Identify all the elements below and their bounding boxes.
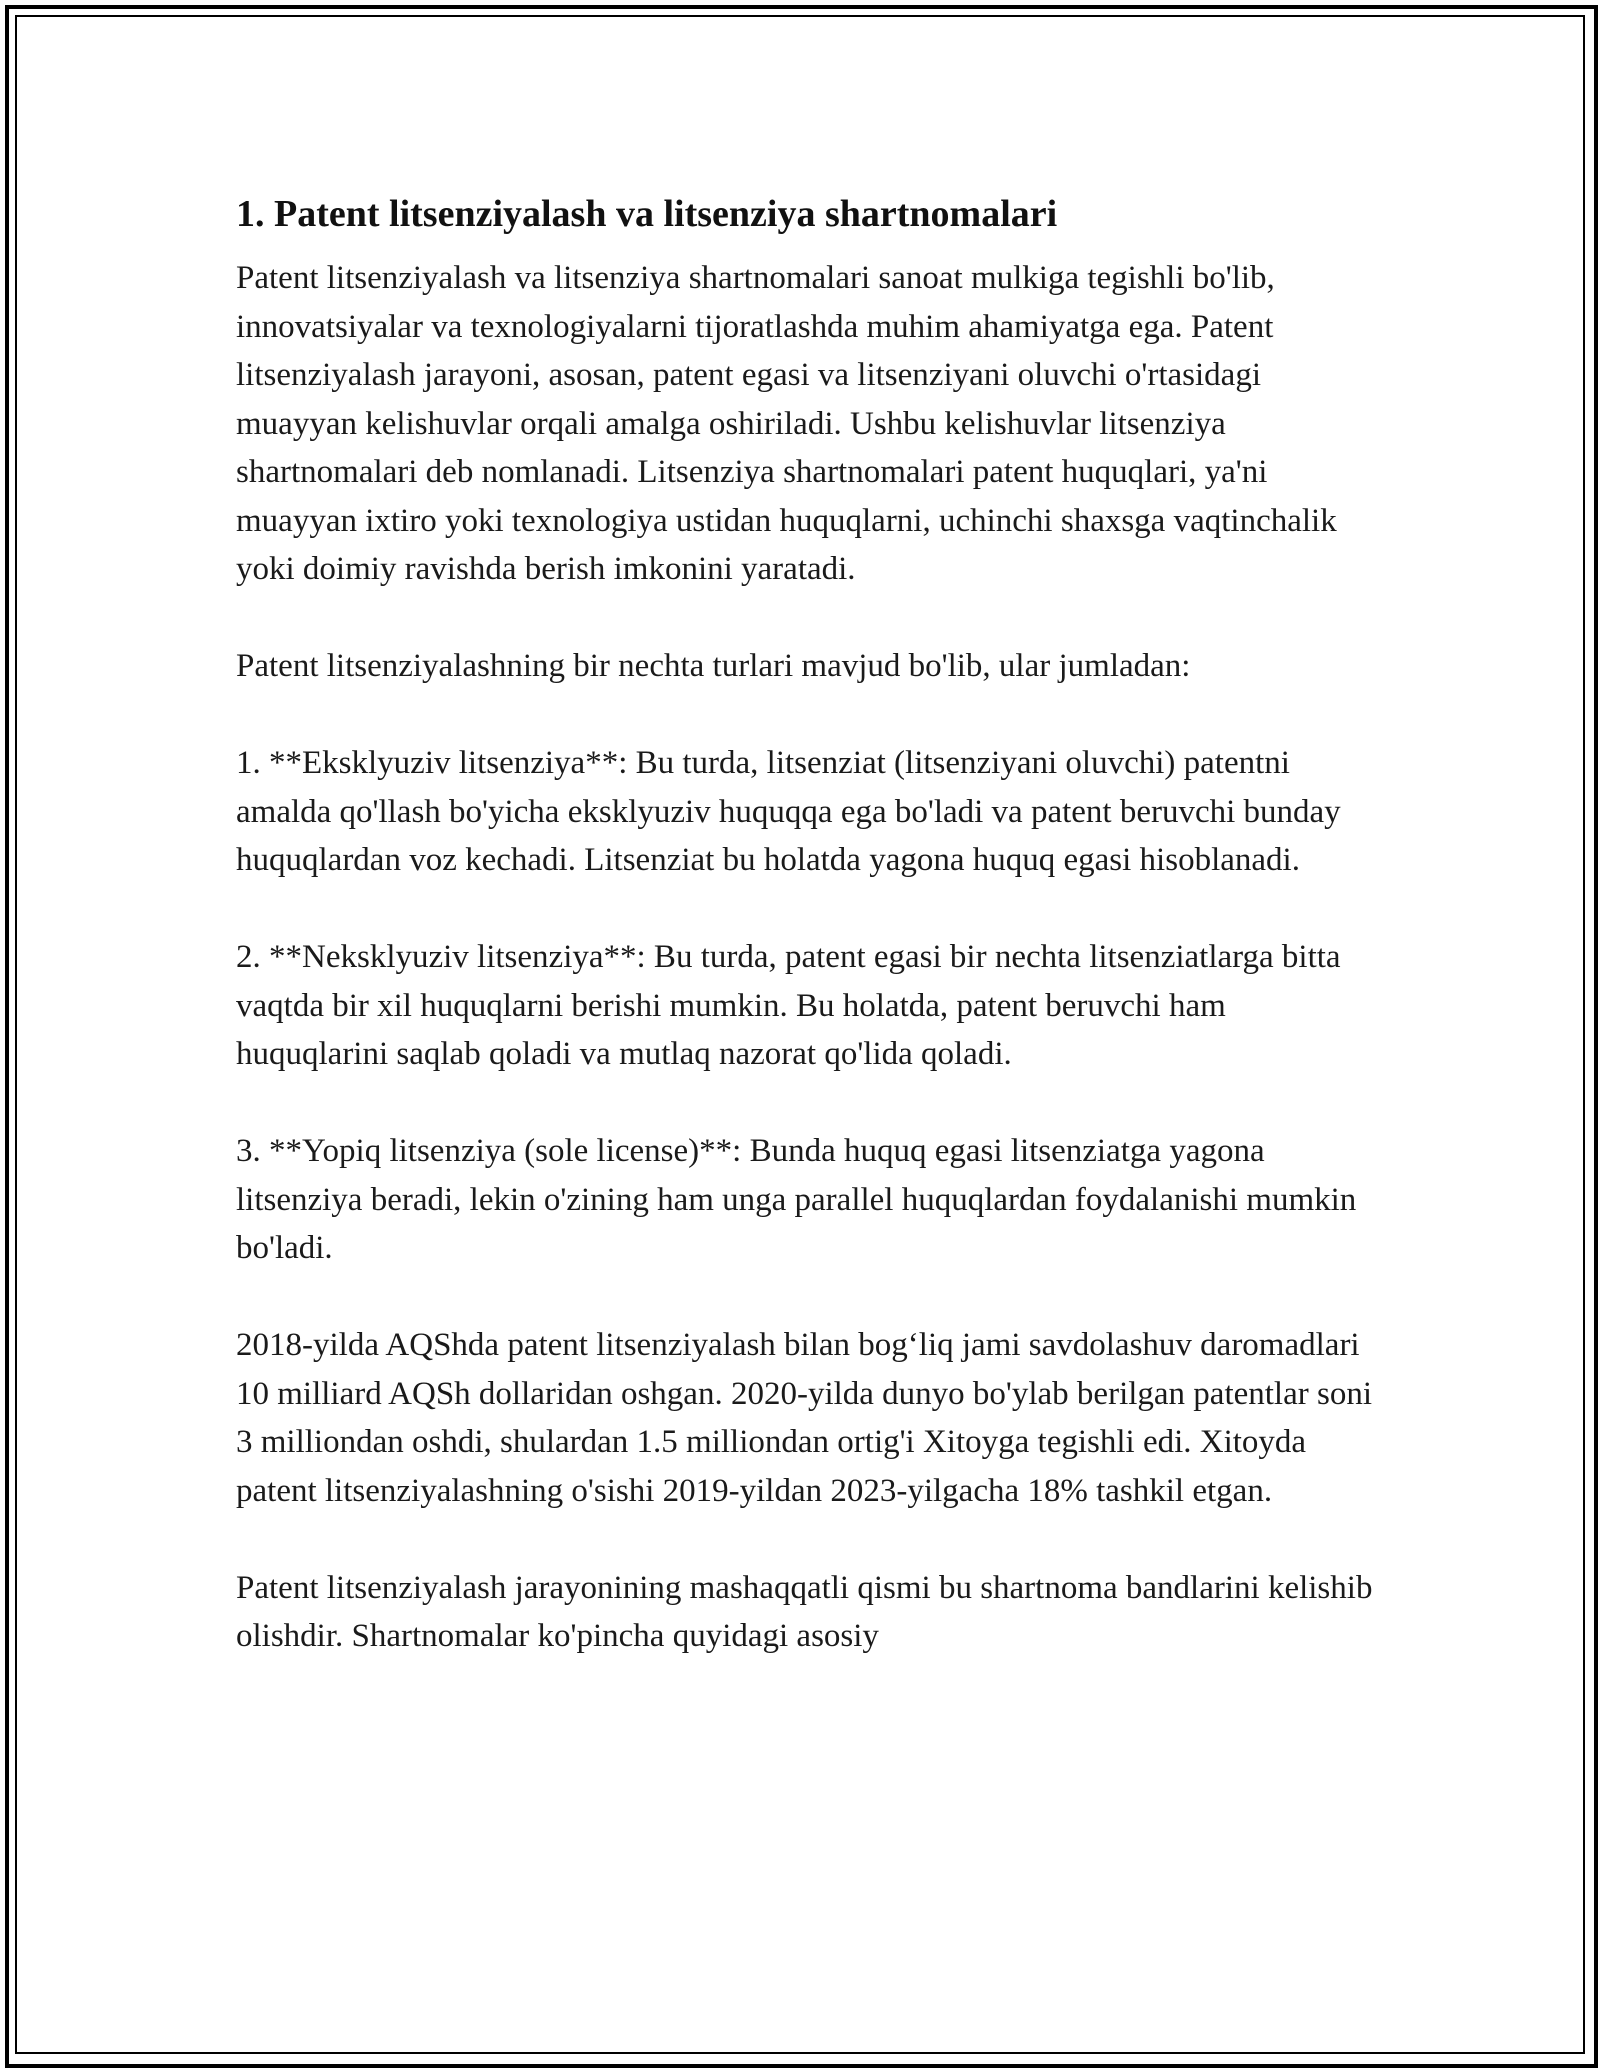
list-item-exclusive: 1. **Eksklyuziv litsenziya**: Bu turda, litsenziat (litsenziyani oluvchi) patentni amalda qo'llash bo'yicha eksklyuziv huquqqa ega bo'ladi va patent beruvchi bunday huquqlardan voz kechadi. Litsenziat bu holatda yagona huquq egasi hisoblanadi. (236, 745, 1341, 878)
section-heading: 1. Patent litsenziyalash va litsenziya shartnomalari (236, 193, 1058, 235)
document-body (236, 186, 1376, 1709)
list-item-sole: 3. **Yopiq litsenziya (sole license)**: Bunda huquq egasi litsenziatga yagona litsenziya beradi, lekin o'zining ham unga parallel huquqlardan foydalanishi mumkin bo'ladi. (236, 1133, 1357, 1266)
list-item-nonexclusive: 2. **Neksklyuziv litsenziya**: Bu turda, patent egasi bir nechta litsenziatlarga bitta vaqtda bir xil huquqlarni berishi mumkin. Bu holatda, patent beruvchi ham huquqlarini saqlab qoladi va mutlaq nazorat qo'lida qoladi. (236, 939, 1341, 1072)
paragraph-intro: Patent litsenziyalash va litsenziya shartnomalari sanoat mulkiga tegishli bo'lib, innovatsiyalar va texnologiyalarni tijoratlashda muhim ahamiyatga ega. Patent litsenziyalash jarayoni, asosan, patent egasi va litsenziyani oluvchi o'rtasidagi muayyan kelishuvlar orqali amalga oshiriladi. Ushbu kelishuvlar litsenziya shartnomalari deb nomlanadi. Litsenziya shartnomalari patent huquqlari, ya'ni muayyan ixtiro yoki texnologiya ustidan huquqlarni, uchinchi shaxsga vaqtinchalik yoki doimiy ravishda berish imkonini yaratadi. (236, 260, 1337, 587)
paragraph-negotiation: Patent litsenziyalash jarayonining mashaqqatli qismi bu shartnoma bandlarini kelishib olishdir. Shartnomalar ko'pincha quyidagi asosiy (236, 1569, 1373, 1654)
paragraph-types-intro: Patent litsenziyalashning bir nechta turlari mavjud bo'lib, ular jumladan: (236, 648, 1191, 684)
paragraph-statistics: 2018-yilda AQShda patent litsenziyalash bilan bog‘liq jami savdolashuv daromadlari 10 milliard AQSh dollaridan oshgan. 2020-yilda dunyo bo'ylab berilgan patentlar soni 3 milliondan oshdi, shulardan 1.5 milliondan ortig'i Xitoyga tegishli edi. Xitoyda patent litsenziyalashning o'sishi 2019-yildan 2023-yilgacha 18% tashkil etgan. (236, 1327, 1373, 1509)
